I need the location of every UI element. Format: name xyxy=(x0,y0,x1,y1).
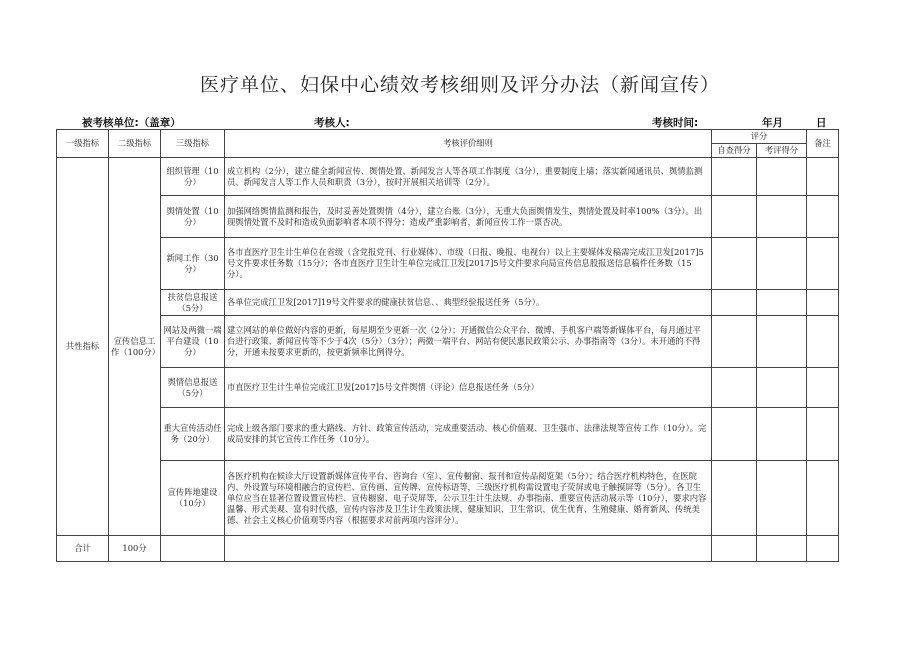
review-score-cell[interactable] xyxy=(757,461,807,536)
table-row xyxy=(57,196,839,238)
review-score-header: 考评得分 xyxy=(757,144,807,158)
table-row xyxy=(57,368,839,408)
review-score-cell[interactable] xyxy=(757,290,807,316)
detail-cell: 各市直医疗卫生计生单位在省级（含党报党刊、行业媒体）、市级（日报、晚报、电视台）以上主要媒体发稿需完成江卫发[2017]5号文件要求任务数（15分）；各市直医疗卫生计生单位完成江卫发[2017]5号文件要求向局宣传信息股报送信息稿件任务数（15分）。 xyxy=(225,238,712,290)
detail-cell: 建立网站的单位做好内容的更新，每星期至少更新一次（2分）；开通微信公众平台、微博、手机客户端等新媒体平台，每月通过平台进行政策、新闻宣传等不少于4次（5分）（3分）；两微一端平台、网站有便民惠民政策公示、办事指南等（3分）。未开通的不得分，开通未按要求更新的，按更新频率比例得分。 xyxy=(225,316,712,368)
detail-cell: 各医疗机构在候诊大厅设置新媒体宣传平台、咨询台（室）、宣传橱窗、报刊和宣传品阅览架（5分）；结合医疗机构特色，在医院内、外设置与环境相融合的宣传栏、宣传画、宣传牌、宣传标语等，三级医疗机构需设置电子荧屏或电子触摸屏等（5分）。各卫生单位应当在显著位置设置宣传栏、宣传橱窗、电子荧屏等，公示卫生计生法规、办事指南、重要宣传活动展示等（10分），要求内容温馨、形式美观、富有时代感，宣传内容涉及卫生计生政策法规、健康知识、卫生常识、优生优育、生殖健康、婚育新风、传统美德、社会主义核心价值观等内容（根据要求对前两项内容评分）。 xyxy=(225,461,712,536)
remark-cell[interactable] xyxy=(807,238,839,290)
level3-cell: 新闻工作（30分） xyxy=(161,238,225,290)
review-score-cell[interactable] xyxy=(757,238,807,290)
score-header: 评分 xyxy=(712,130,807,144)
review-score-cell[interactable] xyxy=(757,196,807,238)
level3-cell: 扶贫信息报送（5分） xyxy=(161,290,225,316)
level3-header: 三级指标 xyxy=(161,130,225,158)
detail-cell: 成立机构（2分），建立健全新闻宣传、舆情处置、新闻发言人等各项工作制度（3分），重要制度上墙；落实新闻通讯员、舆情监测员、新闻发言人等工作人员和职责（3分），按时开展相关培训等（2分）。 xyxy=(225,158,712,196)
remark-cell[interactable] xyxy=(807,158,839,196)
table-row xyxy=(57,316,839,368)
self-score-cell[interactable] xyxy=(712,290,757,316)
page-title: 医疗单位、妇保中心绩效考核细则及评分办法（新闻宣传） xyxy=(199,74,720,96)
remark-cell[interactable] xyxy=(807,316,839,368)
assessment-time-label: 考核时间: xyxy=(652,117,699,129)
self-score-cell[interactable] xyxy=(712,461,757,536)
year-month-label: 年月 xyxy=(762,117,783,129)
level3-cell xyxy=(161,536,225,562)
level3-cell: 宣传阵地建设（10分） xyxy=(161,461,225,536)
self-score-cell[interactable] xyxy=(712,238,757,290)
self-score-cell[interactable] xyxy=(712,196,757,238)
total-row xyxy=(57,536,839,562)
review-score-cell[interactable] xyxy=(757,536,807,562)
review-score-cell[interactable] xyxy=(757,408,807,461)
review-score-cell[interactable] xyxy=(757,368,807,408)
level3-cell: 重大宣传活动任务（20分） xyxy=(161,408,225,461)
assessed-unit-label: 被考核单位:（盖章） xyxy=(82,117,181,129)
detail-cell: 加强网络舆情监测和报告，及时妥善处置舆情（4分），建立台账（3分），无重大负面舆情发生，舆情处置及时率100%（3分）。出现舆情处置不及时和造成负面影响者本项不得分；造成严重影响者，新闻宣传工作一票否决。 xyxy=(225,196,712,238)
remark-cell[interactable] xyxy=(807,368,839,408)
table-row xyxy=(57,158,839,196)
review-score-cell[interactable] xyxy=(757,158,807,196)
self-score-cell[interactable] xyxy=(712,158,757,196)
self-score-cell[interactable] xyxy=(712,368,757,408)
detail-header: 考核评价细则 xyxy=(225,130,712,158)
remark-header: 备注 xyxy=(807,130,839,158)
header-row xyxy=(57,130,839,144)
level3-cell: 网站及两微一端平台建设（10分） xyxy=(161,316,225,368)
table-row xyxy=(57,461,839,536)
self-score-cell[interactable] xyxy=(712,316,757,368)
assessment-table xyxy=(56,129,839,562)
remark-cell[interactable] xyxy=(807,536,839,562)
detail-cell: 各单位完成江卫发[2017]19号文件要求的健康扶贫信息、、典型经验报送任务（5分）。 xyxy=(225,290,712,316)
table-row xyxy=(57,238,839,290)
level2-header: 二级指标 xyxy=(109,130,161,158)
total-value: 100分 xyxy=(109,536,161,562)
remark-cell[interactable] xyxy=(807,290,839,316)
self-score-cell[interactable] xyxy=(712,536,757,562)
detail-cell xyxy=(225,536,712,562)
level2-cell: 宣传信息工作（100分） xyxy=(109,158,161,536)
detail-cell: 完成上级各部门要求的重大路线、方针、政策宣传活动，完成重要活动、核心价值观、卫生强市、法律法规等宣传工作（10分）。完成局安排的其它宣传工作任务（10分）。 xyxy=(225,408,712,461)
review-score-cell[interactable] xyxy=(757,316,807,368)
remark-cell[interactable] xyxy=(807,461,839,536)
remark-cell[interactable] xyxy=(807,408,839,461)
level1-cell: 共性指标 xyxy=(57,158,109,536)
assessor-label: 考核人: xyxy=(314,117,350,129)
level3-cell: 舆情处置（10分） xyxy=(161,196,225,238)
level3-cell: 舆情信息报送（5分） xyxy=(161,368,225,408)
level3-cell: 组织管理（10分） xyxy=(161,158,225,196)
detail-cell: 市直医疗卫生计生单位完成江卫发[2017]5号文件舆情（评论）信息报送任务（5分） xyxy=(225,368,712,408)
self-score-header: 自查得分 xyxy=(712,144,757,158)
table-row xyxy=(57,408,839,461)
table-row xyxy=(57,290,839,316)
day-label: 日 xyxy=(816,117,827,129)
remark-cell[interactable] xyxy=(807,196,839,238)
level1-header: 一级指标 xyxy=(57,130,109,158)
self-score-cell[interactable] xyxy=(712,408,757,461)
total-label: 合计 xyxy=(57,536,109,562)
